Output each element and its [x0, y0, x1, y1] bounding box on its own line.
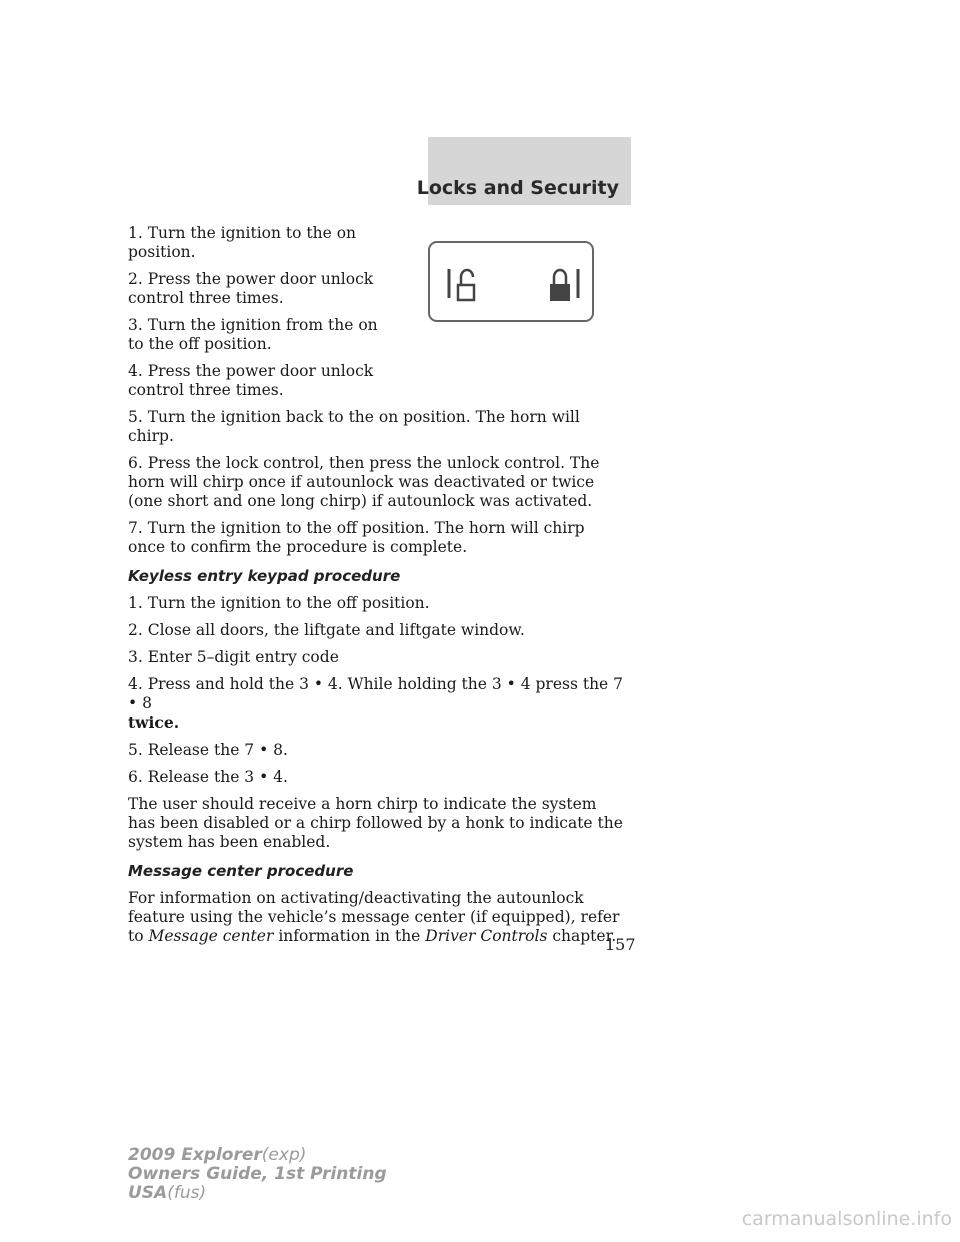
driver-controls-ref: Driver Controls	[425, 927, 548, 945]
footer-model: 2009 Explorer	[128, 1145, 262, 1165]
message-center-text-a: For information on activating/deactivating the autounlock feature using the vehicle’s message center (if equipped), refer to	[128, 889, 620, 945]
step-1: 1. Turn the ignition to the on position.	[128, 224, 357, 261]
message-center-ref: Message center	[148, 927, 274, 945]
footer-guide: Owners Guide, 1st Printing	[128, 1164, 387, 1184]
message-center-text-b: information in the	[278, 927, 421, 945]
section-title: Locks and Security	[416, 177, 619, 199]
step-2: 2. Press the power door unlock control three times.	[128, 270, 374, 307]
message-center-paragraph	[128, 889, 626, 946]
keypad-heading: Keyless entry keypad procedure	[128, 567, 401, 585]
header-band	[416, 137, 631, 205]
step-3: 3. Turn the ignition from the on to the off position.	[128, 316, 378, 353]
keypad-note: The user should receive a horn chirp to indicate the system has been disabled or a chirp followed by a honk to indicate the system has been enabled.	[128, 795, 623, 851]
print-footer	[128, 1146, 387, 1203]
step-7: 7. Turn the ignition to the off position. The horn will chirp once to confirm the procedure is complete.	[128, 519, 585, 556]
footer-market-code: (fus)	[167, 1183, 207, 1203]
keypad-step-6: 6. Release the 3 • 4.	[128, 768, 288, 786]
step-4: 4. Press the power door unlock control three times.	[128, 362, 374, 399]
keypad-step-5: 5. Release the 7 • 8.	[128, 741, 288, 759]
step-6: 6. Press the lock control, then press the unlock control. The horn will chirp once if autounlock was deactivated or twice (one short and one long chirp) if autounlock was activated.	[128, 454, 600, 510]
keypad-step-4-text: 4. Press and hold the 3 • 4. While holding the 3 • 4 press the 7 • 8	[128, 675, 624, 712]
message-center-text-c: chapter.	[552, 927, 617, 945]
message-center-heading: Message center procedure	[128, 862, 354, 880]
page-number: 157	[605, 935, 636, 954]
keypad-step-3: 3. Enter 5–digit entry code	[128, 648, 339, 666]
step-5: 5. Turn the ignition back to the on position. The horn will chirp.	[128, 408, 580, 445]
keypad-step-2: 2. Close all doors, the liftgate and liftgate window.	[128, 621, 525, 639]
keypad-step-4-emphasis: twice.	[128, 713, 180, 732]
watermark: carmanualsonline.info	[741, 1208, 952, 1230]
page-content	[128, 224, 626, 954]
keypad-step-1: 1. Turn the ignition to the off position.	[128, 594, 430, 612]
keypad-step-4	[128, 675, 626, 733]
footer-market: USA	[128, 1183, 168, 1203]
footer-model-code: (exp)	[261, 1145, 307, 1165]
